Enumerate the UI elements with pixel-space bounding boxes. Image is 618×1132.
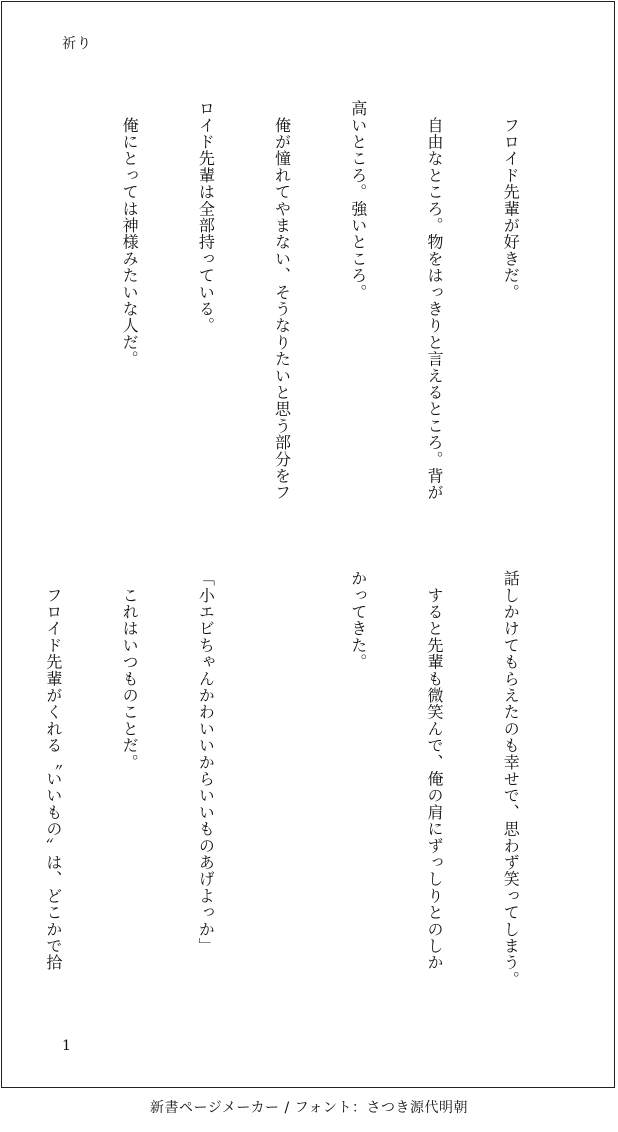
- text-line: 話しかけてもらえたのも幸せで、思わず笑ってしまう。: [501, 570, 521, 988]
- book-page: [1, 1, 615, 1088]
- upper-text-block: [54, 100, 574, 540]
- blank-line: [269, 570, 294, 1010]
- text-line: 「小エビちゃんかわいいからいいものあげよっか」: [196, 570, 216, 955]
- text-line: すると先輩も微笑んで、俺の肩にずっしりとのしか: [424, 570, 444, 971]
- page-title: 祈り: [62, 36, 92, 52]
- text-line: 俺にとっては神様みたいな人だ。: [120, 100, 140, 368]
- text-line: ロイド先輩は全部持っている。: [196, 100, 216, 334]
- text-line: かってきた。: [348, 570, 368, 671]
- text-line: 高いところ。強いところ。: [348, 100, 368, 301]
- text-line: フロイド先輩がくれる〝いいもの〟は、どこかで拾: [43, 570, 63, 971]
- page-number: 1: [62, 1038, 71, 1054]
- footer-credit: 新書ページメーカー / フォント：さつき源代明朝: [150, 1100, 468, 1116]
- lower-text-block: [43, 570, 574, 1010]
- text-line: 俺が憧れてやまない、そうなりたいと思う部分をフ: [272, 100, 292, 501]
- blank-line: [40, 100, 65, 540]
- text-line: 自由なところ。物をはっきりと言えるところ。背が: [424, 100, 444, 501]
- text-line: これはいつものことだ。: [120, 570, 140, 771]
- text-line: フロイド先輩が好きだ。: [501, 100, 521, 301]
